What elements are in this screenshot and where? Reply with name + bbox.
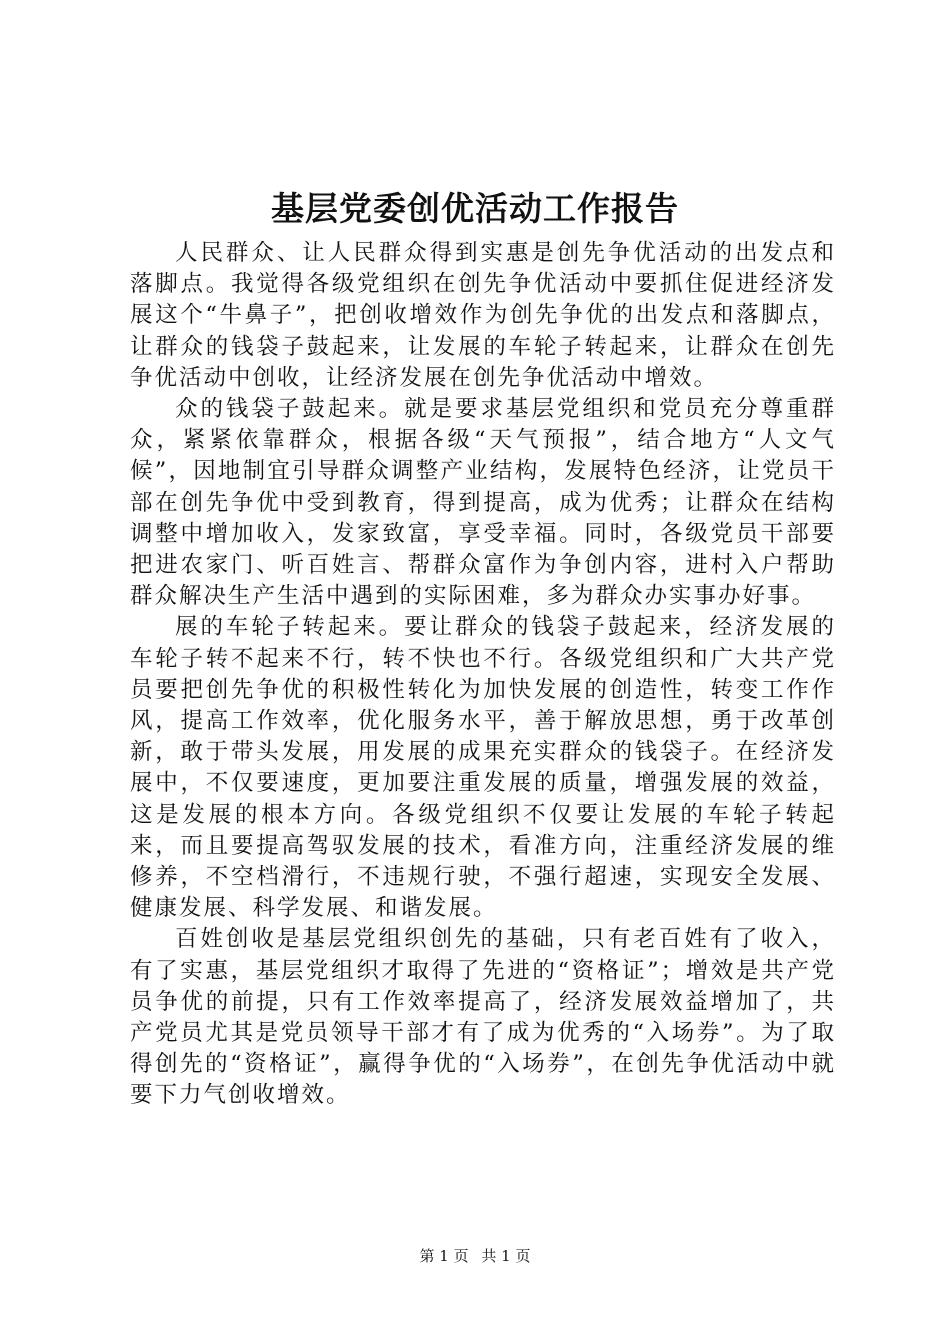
paragraph: 百姓创收是基层党组织创先的基础，只有老百姓有了收入，有了实惠，基层党组织才取得了先进的“资格证”；增效是共产党员争优的前提，只有工作效率提高了，经济发展效益增加了，共产党员尤其是党员领导干部才有了成为优秀的“入场券”。为了取得创先的“资格证”，赢得争优的“入场券”，在创先争优活动中就要下力气创收增效。 [130, 926, 836, 1109]
page-total: 共 1 页 [481, 1247, 531, 1265]
document-title: 基层党委创优活动工作报告 [271, 189, 679, 228]
page-footer [0, 1246, 950, 1266]
document-body [130, 238, 836, 1112]
paragraph: 展的车轮子转起来。要让群众的钱袋子鼓起来，经济发展的车轮子转不起来不行，转不快也不行。各级党组织和广大共产党员要把创先争优的积极性转化为加快发展的创造性，转变工作作风，提高工作效率，优化服务水平，善于解放思想，勇于改革创新，敢于带头发展，用发展的成果充实群众的钱袋子。在经济发展中，不仅要速度，更加要注重发展的质量，增强发展的效益，这是发展的根本方向。各级党组织不仅要让发展的车轮子转起来，而且要提高驾驭发展的技术，看准方向，注重经济发展的维修养，不空档滑行，不违规行驶，不强行超速，实现安全发展、健康发展、科学发展、和谐发展。 [130, 614, 836, 922]
paragraph: 众的钱袋子鼓起来。就是要求基层党组织和党员充分尊重群众，紧紧依靠群众，根据各级“天气预报”，结合地方“人文气候”，因地制宜引导群众调整产业结构，发展特色经济，让党员干部在创先争优中受到教育，得到提高，成为优秀；让群众在结构调整中增加收入，发家致富，享受幸福。同时，各级党员干部要把进农家门、听百姓言、帮群众富作为争创内容，进村入户帮助群众解决生产生活中遇到的实际困难，多为群众办实事办好事。 [130, 396, 836, 610]
page-number: 第 1 页 [419, 1247, 469, 1265]
paragraph: 人民群众、让人民群众得到实惠是创先争优活动的出发点和落脚点。我觉得各级党组织在创先争优活动中要抓住促进经济发展这个“牛鼻子”，把创收增效作为创先争优的出发点和落脚点，让群众的钱袋子鼓起来，让发展的车轮子转起来，让群众在创先争优活动中创收，让经济发展在创先争优活动中增效。 [130, 240, 836, 391]
